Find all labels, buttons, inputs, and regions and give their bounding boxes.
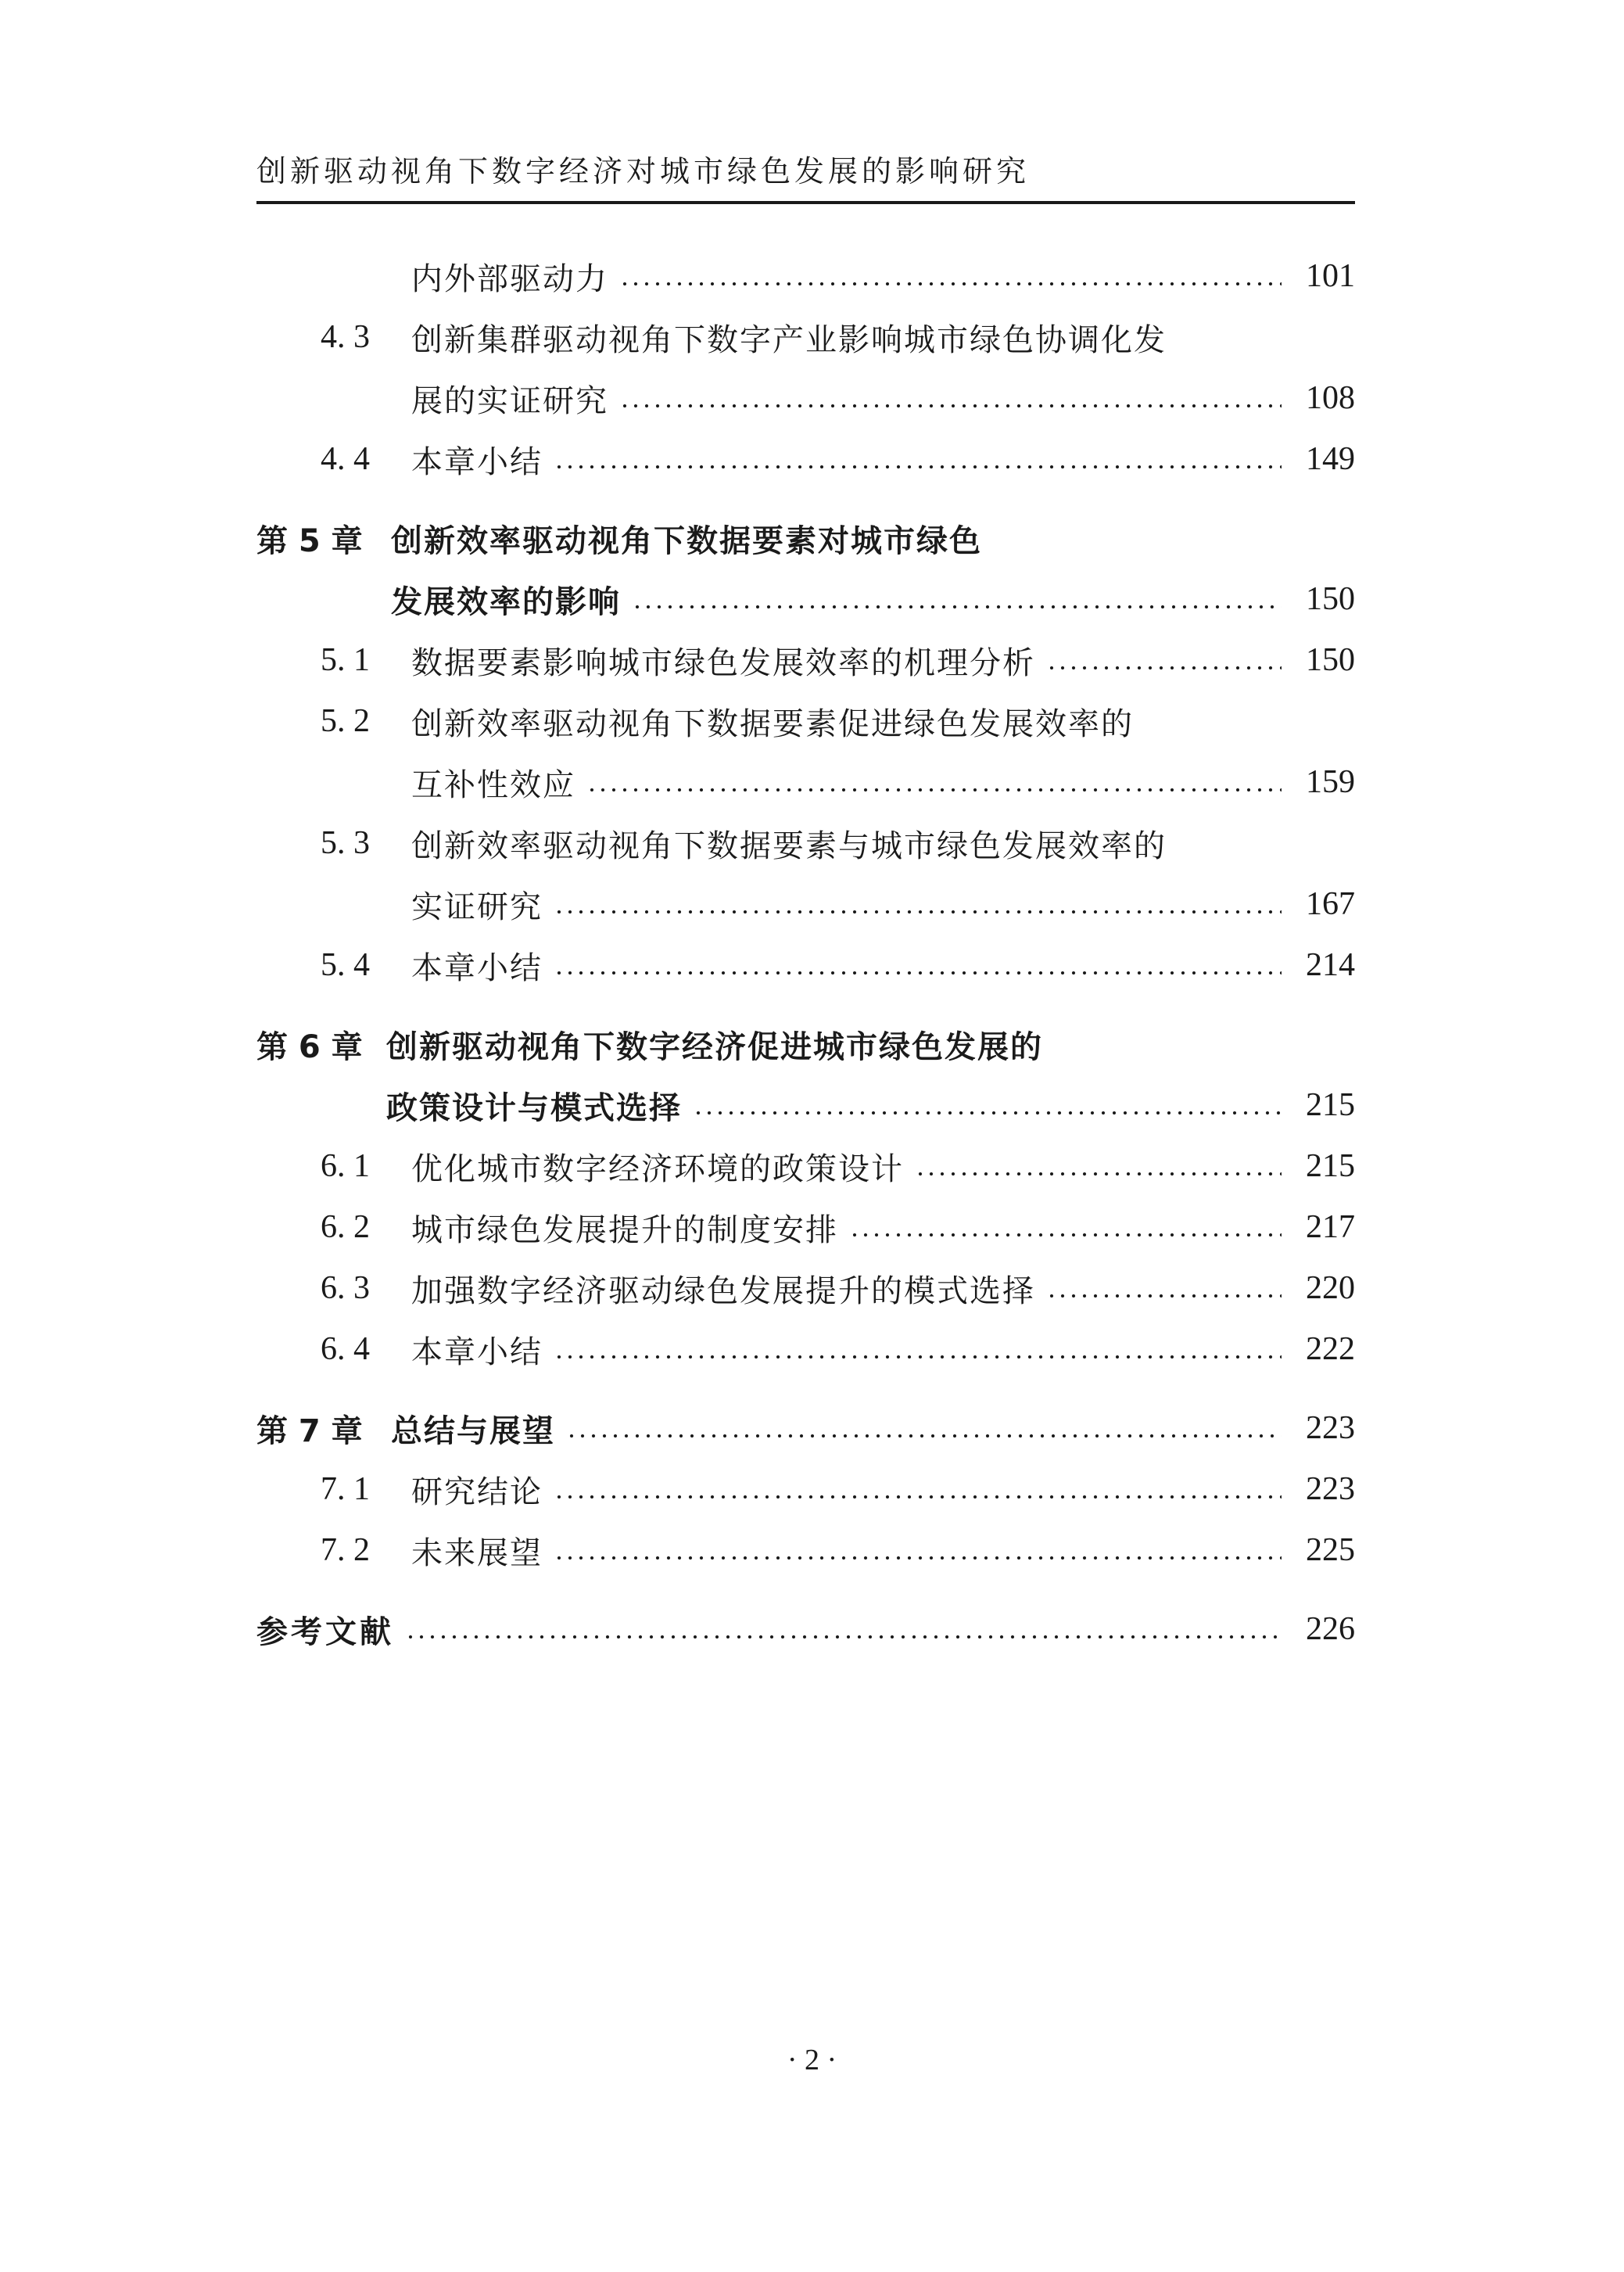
toc-title: 创新效率驱动视角下数据要素促进绿色发展效率的 bbox=[411, 705, 1134, 742]
toc-section-number: 4. 3 bbox=[321, 319, 370, 355]
toc-chapter-title: 政策设计与模式选择 bbox=[386, 1089, 682, 1126]
toc-page-number: 226 bbox=[1306, 1611, 1355, 1647]
toc-page-number: 222 bbox=[1306, 1331, 1355, 1367]
toc-section-number: 6. 1 bbox=[321, 1148, 370, 1184]
toc-chapter-number: 第 5 章 bbox=[256, 522, 363, 559]
toc-chapter-title: 发展效率的影响 bbox=[391, 583, 621, 620]
toc-title: 展的实证研究 bbox=[411, 382, 608, 419]
toc-title: 创新效率驱动视角下数据要素与城市绿色发展效率的 bbox=[411, 827, 1167, 864]
toc-section-number: 7. 2 bbox=[321, 1532, 370, 1568]
dot-leader bbox=[554, 1355, 1282, 1359]
toc-page-number: 220 bbox=[1306, 1270, 1355, 1306]
header-rule bbox=[256, 201, 1355, 204]
toc-title: 创新集群驱动视角下数字产业影响城市绿色协调化发 bbox=[411, 321, 1167, 358]
dot-leader bbox=[554, 465, 1282, 468]
dot-leader bbox=[586, 788, 1282, 791]
dot-leader bbox=[1046, 666, 1282, 669]
toc-title: 本章小结 bbox=[411, 1333, 543, 1370]
dot-leader bbox=[915, 1172, 1282, 1175]
page-number-footer: · 2 · bbox=[787, 2044, 837, 2076]
dot-leader bbox=[554, 1495, 1282, 1499]
toc-page-number: 150 bbox=[1306, 642, 1355, 678]
toc-section-number: 6. 4 bbox=[321, 1331, 370, 1367]
toc-title: 加强数字经济驱动绿色发展提升的模式选择 bbox=[411, 1272, 1035, 1309]
toc-section-number: 5. 1 bbox=[321, 642, 370, 678]
toc-title: 数据要素影响城市绿色发展效率的机理分析 bbox=[411, 644, 1035, 681]
dot-leader bbox=[693, 1111, 1282, 1114]
toc-page-number: 215 bbox=[1306, 1148, 1355, 1184]
toc-page-number: 108 bbox=[1306, 380, 1355, 416]
toc-section-number: 6. 3 bbox=[321, 1270, 370, 1306]
dot-leader bbox=[554, 910, 1282, 913]
toc-title: 优化城市数字经济环境的政策设计 bbox=[411, 1150, 904, 1187]
toc-chapter-title: 总结与展望 bbox=[391, 1412, 555, 1449]
toc-page-number: 149 bbox=[1306, 441, 1355, 477]
toc-chapter-title: 创新驱动视角下数字经济促进城市绿色发展的 bbox=[386, 1028, 1043, 1065]
toc-title: 互补性效应 bbox=[411, 766, 575, 803]
dot-leader bbox=[1046, 1294, 1282, 1298]
dot-leader bbox=[554, 971, 1282, 974]
toc-page-number: 214 bbox=[1306, 947, 1355, 983]
toc-page-number: 223 bbox=[1306, 1471, 1355, 1507]
toc-title: 城市绿色发展提升的制度安排 bbox=[411, 1211, 838, 1248]
dot-leader bbox=[405, 1635, 1282, 1638]
toc-page-number: 167 bbox=[1306, 886, 1355, 922]
toc-title: 本章小结 bbox=[411, 443, 543, 480]
toc-section-number: 4. 4 bbox=[321, 441, 370, 477]
dot-leader bbox=[619, 404, 1282, 407]
dot-leader bbox=[554, 1556, 1282, 1560]
toc-page-number: 101 bbox=[1306, 258, 1355, 294]
toc-page-number: 215 bbox=[1306, 1087, 1355, 1123]
dot-leader bbox=[849, 1233, 1282, 1236]
toc-references-title: 参考文献 bbox=[256, 1613, 394, 1650]
toc-page-number: 217 bbox=[1306, 1209, 1355, 1245]
toc-section-number: 5. 4 bbox=[321, 947, 370, 983]
dot-leader bbox=[566, 1434, 1282, 1437]
toc-title: 研究结论 bbox=[411, 1473, 543, 1510]
toc-section-number: 5. 2 bbox=[321, 703, 370, 739]
dot-leader bbox=[632, 605, 1282, 608]
toc-title: 实证研究 bbox=[411, 888, 543, 925]
dot-leader bbox=[619, 282, 1282, 285]
toc-chapter-number: 第 7 章 bbox=[256, 1412, 363, 1449]
toc-section-number: 5. 3 bbox=[321, 825, 370, 861]
toc-title: 未来展望 bbox=[411, 1534, 543, 1571]
toc-page-number: 223 bbox=[1306, 1410, 1355, 1446]
toc-page-number: 159 bbox=[1306, 764, 1355, 800]
toc-title: 本章小结 bbox=[411, 949, 543, 986]
toc-page-number: 225 bbox=[1306, 1532, 1355, 1568]
toc-section-number: 7. 1 bbox=[321, 1471, 370, 1507]
toc-title: 内外部驱动力 bbox=[411, 260, 608, 297]
toc-chapter-title: 创新效率驱动视角下数据要素对城市绿色 bbox=[391, 522, 982, 559]
running-header: 创新驱动视角下数字经济对城市绿色发展的影响研究 bbox=[256, 154, 1031, 188]
toc-section-number: 6. 2 bbox=[321, 1209, 370, 1245]
toc-page-number: 150 bbox=[1306, 581, 1355, 617]
toc-chapter-number: 第 6 章 bbox=[256, 1028, 363, 1065]
